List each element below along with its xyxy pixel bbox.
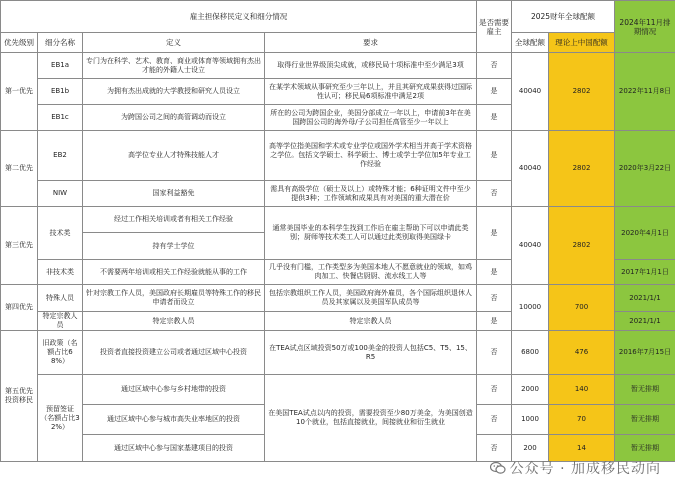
header-nov-2024: 2024年11月排期情况 <box>615 1 675 53</box>
china-quota: 14 <box>549 435 615 462</box>
need-employer: 否 <box>477 53 512 79</box>
sub-name: 特殊人员 <box>38 285 83 312</box>
nov-date: 2020年3月22日 <box>615 131 675 207</box>
nov-date: 暂无排期 <box>615 435 675 462</box>
sub-name: EB1c <box>38 105 83 131</box>
header-priority: 优先级别 <box>1 33 38 53</box>
header-group-title: 雇主担保移民定义和细分情况 <box>1 1 477 33</box>
definition: 通过区域中心参与城市高失业率地区的投资 <box>83 405 265 435</box>
nov-date: 2022年11月8日 <box>615 53 675 131</box>
header-need-employer: 是否需要雇主 <box>477 1 512 53</box>
header-requirement: 要求 <box>265 33 477 53</box>
china-quota: 2802 <box>549 53 615 131</box>
watermark <box>490 458 661 478</box>
need-employer: 否 <box>477 181 512 207</box>
definition: 持有学士学位 <box>83 233 265 260</box>
definition: 针对宗教工作人员，美国政府长期雇员等特殊工作的移民申请者而设立 <box>83 285 265 312</box>
need-employer: 是 <box>477 312 512 331</box>
priority-4: 第四优先 <box>1 285 38 331</box>
china-quota: 70 <box>549 405 615 435</box>
sub-name: EB1a <box>38 53 83 79</box>
need-employer: 否 <box>477 375 512 405</box>
header-quota-group: 2025财年全球配额 <box>512 1 615 33</box>
china-quota: 700 <box>549 285 615 331</box>
china-quota: 476 <box>549 331 615 375</box>
need-employer: 否 <box>477 285 512 312</box>
need-employer: 否 <box>477 331 512 375</box>
need-employer: 否 <box>477 405 512 435</box>
sub-name: 预留签证（名额占比32%） <box>38 375 83 462</box>
global-quota: 6800 <box>512 331 549 375</box>
need-employer: 是 <box>477 207 512 260</box>
global-quota: 40040 <box>512 207 549 285</box>
requirement: 特定宗教人员 <box>265 312 477 331</box>
global-quota: 10000 <box>512 285 549 331</box>
sub-name: 特定宗教人员 <box>38 312 83 331</box>
nov-date: 2016年7月15日 <box>615 331 675 375</box>
header-sub-name: 细分名称 <box>38 33 83 53</box>
definition: 不需要两年培训或相关工作经验就能从事的工作 <box>83 260 265 285</box>
priority-1: 第一优先 <box>1 53 38 131</box>
priority-3: 第三优先 <box>1 207 38 285</box>
header-definition: 定义 <box>83 33 265 53</box>
requirement: 取得行业世界级顶尖成就，或移民局十项标准中至少满足3项 <box>265 53 477 79</box>
definition: 高学位专业人才特殊技能人才 <box>83 131 265 181</box>
nov-date: 暂无排期 <box>615 375 675 405</box>
requirement: 在美国TEA试点以内的投资，需要投资至少80万美金，为美国创造10个就业，包括直接就业，间接就业和衍生就业 <box>265 375 477 462</box>
need-employer: 是 <box>477 105 512 131</box>
priority-5: 第五优先投资移民 <box>1 331 38 462</box>
china-quota: 2802 <box>549 131 615 207</box>
china-quota: 140 <box>549 375 615 405</box>
requirement: 高等学位指美国和学术或专业学位或国外学术相当并高于学术资格之学位。包括文学硕士、科学硕士、博士或学士学位加5年专业工作经验 <box>265 131 477 181</box>
definition: 通过区域中心参与国家基建项目的投资 <box>83 435 265 462</box>
need-employer: 是 <box>477 79 512 105</box>
definition: 为拥有杰出成就的大学教授和研究人员设立 <box>83 79 265 105</box>
definition: 通过区域中心参与乡村地带的投资 <box>83 375 265 405</box>
wechat-icon <box>490 461 506 475</box>
nov-date: 2017年1月1日 <box>615 260 675 285</box>
nov-date: 2020年4月1日 <box>615 207 675 260</box>
header-china-quota: 理论上中国配额 <box>549 33 615 53</box>
global-quota: 200 <box>512 435 549 462</box>
definition: 为跨国公司之间的高管调动而设立 <box>83 105 265 131</box>
sub-name: 旧政策（名额占比68%） <box>38 331 83 375</box>
need-employer: 是 <box>477 131 512 181</box>
global-quota: 40040 <box>512 131 549 207</box>
requirement: 所在的公司为跨国企业，美国分部成立一年以上，申请前3年在美国跨国公司的海外母/子公司担任高管至少一年以上 <box>265 105 477 131</box>
header-global-quota: 全球配额 <box>512 33 549 53</box>
definition: 国家利益豁免 <box>83 181 265 207</box>
requirement: 在TEA试点区域投资50万或100美金的投资人包括C5、T5、15、R5 <box>265 331 477 375</box>
sub-name: NIW <box>38 181 83 207</box>
definition: 专门为在科学、艺术、教育、商业或体育等领域拥有杰出才能的外籍人士设立 <box>83 53 265 79</box>
requirement: 需具有高级学位（硕士及以上）或特殊才能；6种证明文件中至少提供3种；工作领域和成果具有对美国的重大潜在价 <box>265 181 477 207</box>
global-quota: 1000 <box>512 405 549 435</box>
requirement: 在某学术领域从事研究至少三年以上，并且其研究成果获得过国际性认可；移民局6项标准中满足2项 <box>265 79 477 105</box>
need-employer: 否 <box>477 435 512 462</box>
sub-name: 非技术类 <box>38 260 83 285</box>
sub-name: EB1b <box>38 79 83 105</box>
global-quota: 40040 <box>512 53 549 131</box>
watermark-text: 公众号 · 加成移民动向 <box>509 461 661 477</box>
nov-date: 2021/1/1 <box>615 312 675 331</box>
requirement: 包括宗教组织工作人员，美国政府海外雇员，各个国际组织退休人员及其家属以及美国军队成员等 <box>265 285 477 312</box>
priority-2: 第二优先 <box>1 131 38 207</box>
china-quota: 2802 <box>549 207 615 285</box>
nov-date: 2021/1/1 <box>615 285 675 312</box>
need-employer: 是 <box>477 260 512 285</box>
definition: 投资者直接投资建立公司或者通过区域中心投资 <box>83 331 265 375</box>
sub-name: EB2 <box>38 131 83 181</box>
nov-date: 暂无排期 <box>615 405 675 435</box>
sub-name: 技术类 <box>38 207 83 260</box>
global-quota: 2000 <box>512 375 549 405</box>
definition: 特定宗教人员 <box>83 312 265 331</box>
requirement: 通常美国毕业的本科学生找到工作后在雇主帮助下可以申请此类别；厨师等技术类工人可以通过此类别取得美国绿卡 <box>265 207 477 260</box>
definition: 经过工作相关培训或者有相关工作经验 <box>83 207 265 233</box>
requirement: 几乎没有门槛，工作类型多为美国本地人不愿意就业的领域，如鸡肉加工、快餐店厨厨、流水线工人等 <box>265 260 477 285</box>
